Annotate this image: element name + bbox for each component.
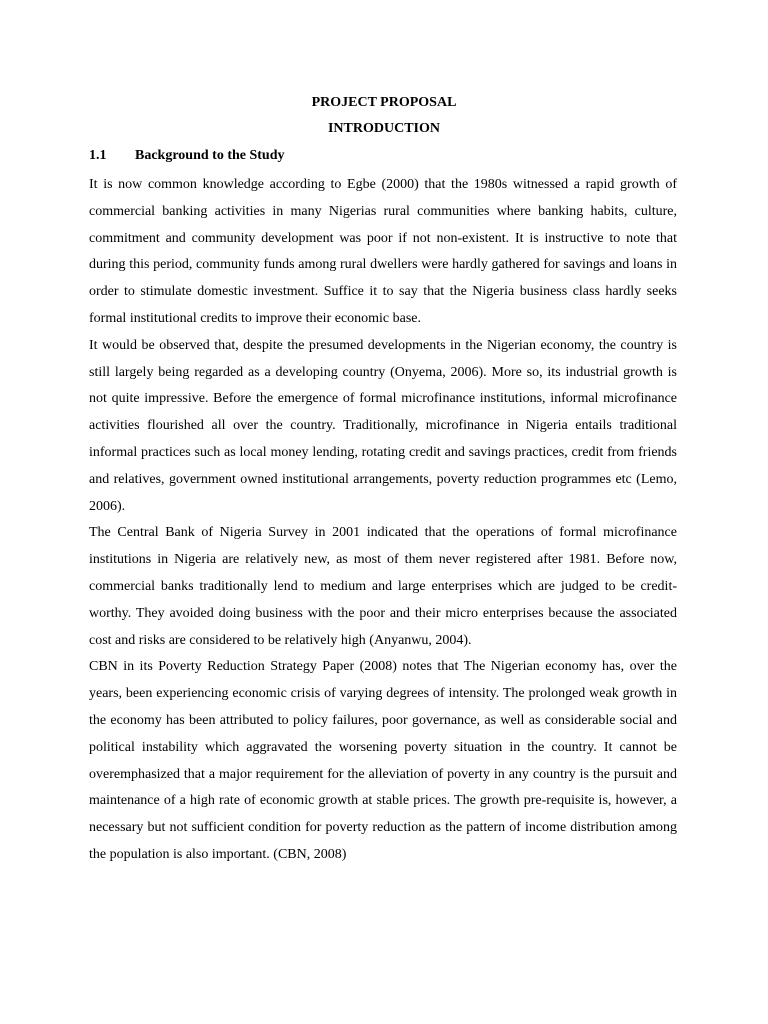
section-heading	[89, 146, 285, 166]
paragraph: The Central Bank of Nigeria Survey in 2001 indicated that the operations of formal microfinance institutions in Nigeria are relatively new, as most of them never registered after 1981. Before now, commercial banks traditionally lend to medium and large enterprises which are judged to be credit-worthy. They avoided doing business with the poor and their micro enterprises because the associated cost and risks are considered to be relatively high (Anyanwu, 2004).	[89, 525, 677, 648]
paragraph: CBN in its Poverty Reduction Strategy Paper (2008) notes that The Nigerian economy has, over the years, been experiencing economic crisis of varying degrees of intensity. The prolonged weak growth in the economy has been attributed to policy failures, poor governance, as well as considerable social and political instability which aggravated the worsening poverty situation in the country. It cannot be overemphasized that a major requirement for the alleviation of poverty in any country is the pursuit and maintenance of a high rate of economic growth at stable prices. The growth pre-requisite is, however, a necessary but not sufficient condition for poverty reduction as the pattern of income distribution among the population is also important. (CBN, 2008)	[89, 659, 677, 862]
section-number: 1.1	[89, 148, 107, 163]
section-title: Background to the Study	[135, 148, 285, 163]
paragraph: It would be observed that, despite the presumed developments in the Nigerian economy, the country is still largely being regarded as a developing country (Onyema, 2006). More so, its industrial growth is not quite impressive. Before the emergence of formal microfinance institutions, informal microfinance activities flourished all over the country. Traditionally, microfinance in Nigeria entails traditional informal practices such as local money lending, rotating credit and savings practices, credit from friends and relatives, government owned institutional arrangements, poverty reduction programmes etc (Lemo, 2006).	[89, 337, 677, 514]
body-text	[89, 172, 677, 869]
paragraph: It is now common knowledge according to Egbe (2000) that the 1980s witnessed a rapid growth of commercial banking activities in many Nigerias rural communities where banking habits, culture, commitment and community development was poor if not non-existent. It is instructive to note that during this period, community funds among rural dwellers were hardly gathered for savings and loans in order to stimulate domestic investment. Suffice it to say that the Nigeria business class hardly seeks formal institutional credits to improve their economic base.	[89, 177, 677, 326]
chapter-heading: INTRODUCTION	[327, 121, 440, 136]
document-title: PROJECT PROPOSAL	[311, 95, 457, 110]
